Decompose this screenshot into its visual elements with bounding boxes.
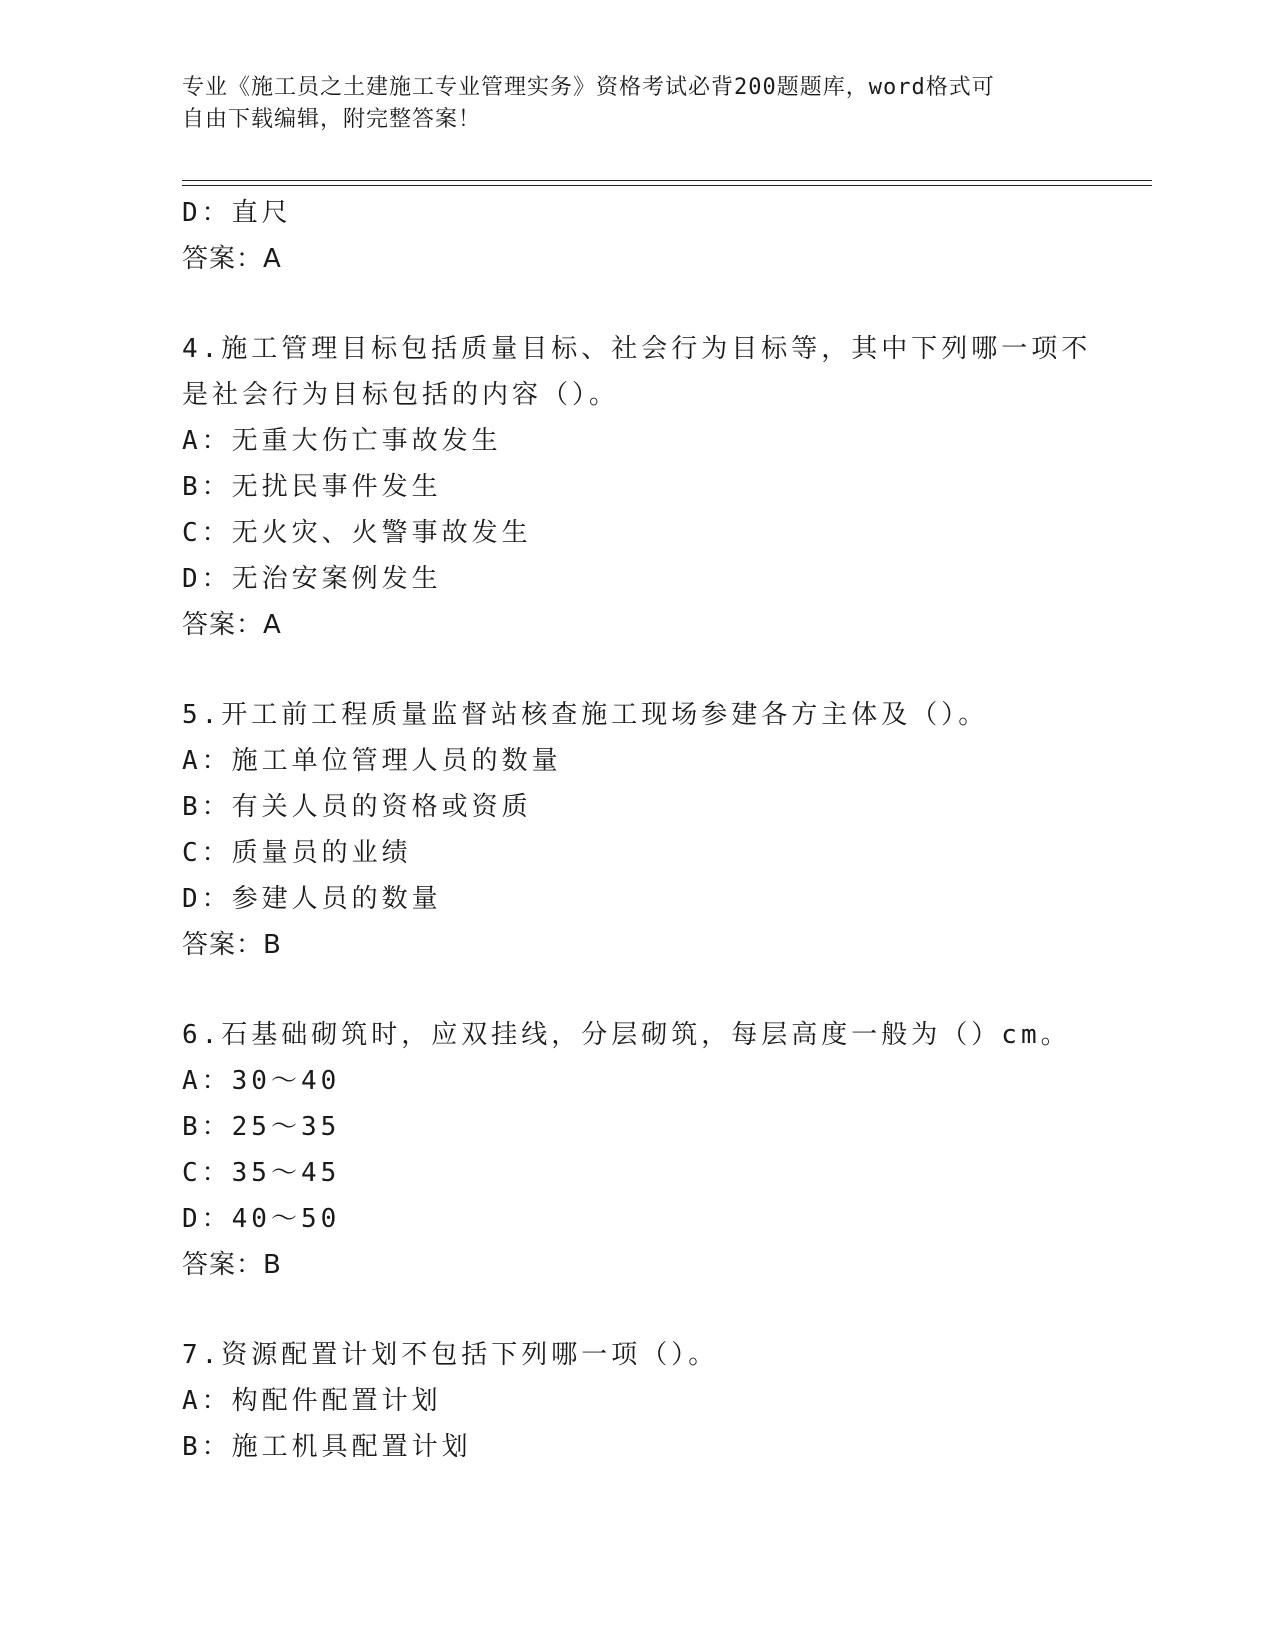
answer: 答案：B bbox=[182, 930, 282, 960]
document-header bbox=[182, 72, 1062, 136]
option-c: C：35～45 bbox=[182, 1158, 341, 1188]
spacer bbox=[182, 282, 1082, 326]
header-divider-bottom bbox=[182, 185, 1152, 186]
question-5 bbox=[182, 692, 1082, 968]
answer: 答案：A bbox=[182, 244, 282, 274]
answer: 答案：B bbox=[182, 1250, 282, 1280]
question-7 bbox=[182, 1332, 1082, 1470]
option-a: A：30～40 bbox=[182, 1066, 341, 1096]
option-b: B：无扰民事件发生 bbox=[182, 472, 442, 502]
question-list bbox=[182, 190, 1092, 1470]
question-stem-line-2: 是社会行为目标包括的内容（）。 bbox=[182, 380, 620, 410]
header-title-line-1: 专业《施工员之土建施工专业管理实务》资格考试必背200题题库，word格式可 bbox=[182, 75, 995, 100]
option-d: D：参建人员的数量 bbox=[182, 884, 442, 914]
option-a: A：无重大伤亡事故发生 bbox=[182, 426, 502, 456]
question-stem: 5.开工前工程质量监督站核查施工现场参建各方主体及（）。 bbox=[182, 700, 989, 730]
option-d: D：直尺 bbox=[182, 198, 292, 228]
option-b: B：施工机具配置计划 bbox=[182, 1432, 472, 1462]
option-b: B：有关人员的资格或资质 bbox=[182, 792, 532, 822]
spacer bbox=[182, 648, 1082, 692]
header-divider-top bbox=[182, 180, 1152, 181]
question-stem: 7.资源配置计划不包括下列哪一项（）。 bbox=[182, 1340, 719, 1370]
spacer bbox=[182, 968, 1082, 1012]
question-stem-line-1: 4.施工管理目标包括质量目标、社会行为目标等，其中下列哪一项不 bbox=[182, 334, 1092, 364]
question-3-tail bbox=[182, 190, 1082, 282]
option-d: D：40～50 bbox=[182, 1204, 341, 1234]
question-stem: 6.石基础砌筑时，应双挂线，分层砌筑，每层高度一般为（）cm。 bbox=[182, 1020, 1071, 1050]
spacer bbox=[182, 1288, 1082, 1332]
option-d: D：无治安案例发生 bbox=[182, 564, 442, 594]
header-title-line-2: 自由下载编辑，附完整答案！ bbox=[182, 107, 482, 132]
question-6 bbox=[182, 1012, 1082, 1288]
question-4 bbox=[182, 326, 1092, 648]
option-c: C：无火灾、火警事故发生 bbox=[182, 518, 532, 548]
option-c: C：质量员的业绩 bbox=[182, 838, 412, 868]
option-a: A：构配件配置计划 bbox=[182, 1386, 442, 1416]
answer: 答案：A bbox=[182, 610, 282, 640]
option-b: B：25～35 bbox=[182, 1112, 341, 1142]
option-a: A：施工单位管理人员的数量 bbox=[182, 746, 562, 776]
